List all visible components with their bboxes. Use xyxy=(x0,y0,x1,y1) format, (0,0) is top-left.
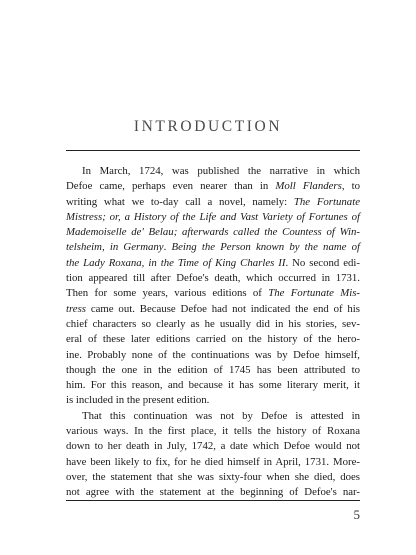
text-line: Mistress; or, a History of the Life and Vast Variety of Fortunes of xyxy=(66,210,360,223)
text-line: over, the statement that she was sixty-four when she died, does xyxy=(66,470,360,483)
text-line: telsheim, in Germany. Being the Person known by the name of xyxy=(66,241,360,254)
text-line: down to her death in July, 1742, a date which Defoe would not xyxy=(66,440,360,453)
text-line: though the one in the edition of 1745 has been attributed to xyxy=(66,363,360,376)
text-line: tion appeared till after Defoe's death, which occurred in 1731. xyxy=(66,272,360,285)
text-line: chief characters so clearly as he usually did in his stories, sev- xyxy=(66,317,360,330)
text-line: tress came out. Because Defoe had not indicated the end of his xyxy=(66,302,360,315)
footer-rule xyxy=(66,500,360,501)
header-rule xyxy=(66,150,360,151)
text-line: That this continuation was not by Defoe is attested in xyxy=(82,409,360,422)
page-number: 5 xyxy=(353,507,360,522)
text-line: eral of these later editions carried on the history of the hero- xyxy=(66,333,360,346)
text-line: is included in the present edition. xyxy=(66,394,210,407)
text-line: Mademoiselle de' Belau; afterwards called the Countess of Win- xyxy=(66,226,360,239)
text-line: him. For this reason, and because it has some literary merit, it xyxy=(66,379,360,392)
text-line: Then for some years, various editions of The Fortunate Mis- xyxy=(66,287,360,300)
text-line: the Lady Roxana, in the Time of King Charles II. No second edi- xyxy=(66,256,361,269)
paragraph-2 xyxy=(66,409,360,501)
text-line: Defoe came, perhaps even nearer than in Moll Flanders, to xyxy=(66,180,361,193)
paragraph-1 xyxy=(66,164,360,409)
text-line: not agree with the statement at the beginning of Defoe's nar- xyxy=(66,486,360,499)
body-text xyxy=(66,164,360,501)
text-line: writing what we to-day call a novel, namely: The Fortunate xyxy=(66,195,360,208)
text-line: ine. Probably none of the continuations was by Defoe himself, xyxy=(66,348,360,361)
text-line: various ways. In the first place, it tells the history of Roxana xyxy=(66,425,360,438)
chapter-title: INTRODUCTION xyxy=(133,118,283,135)
text-line: have been likely to fix, for he died himself in April, 1731. More- xyxy=(66,455,360,468)
text-line: In March, 1724, was published the narrative in which xyxy=(82,165,360,177)
